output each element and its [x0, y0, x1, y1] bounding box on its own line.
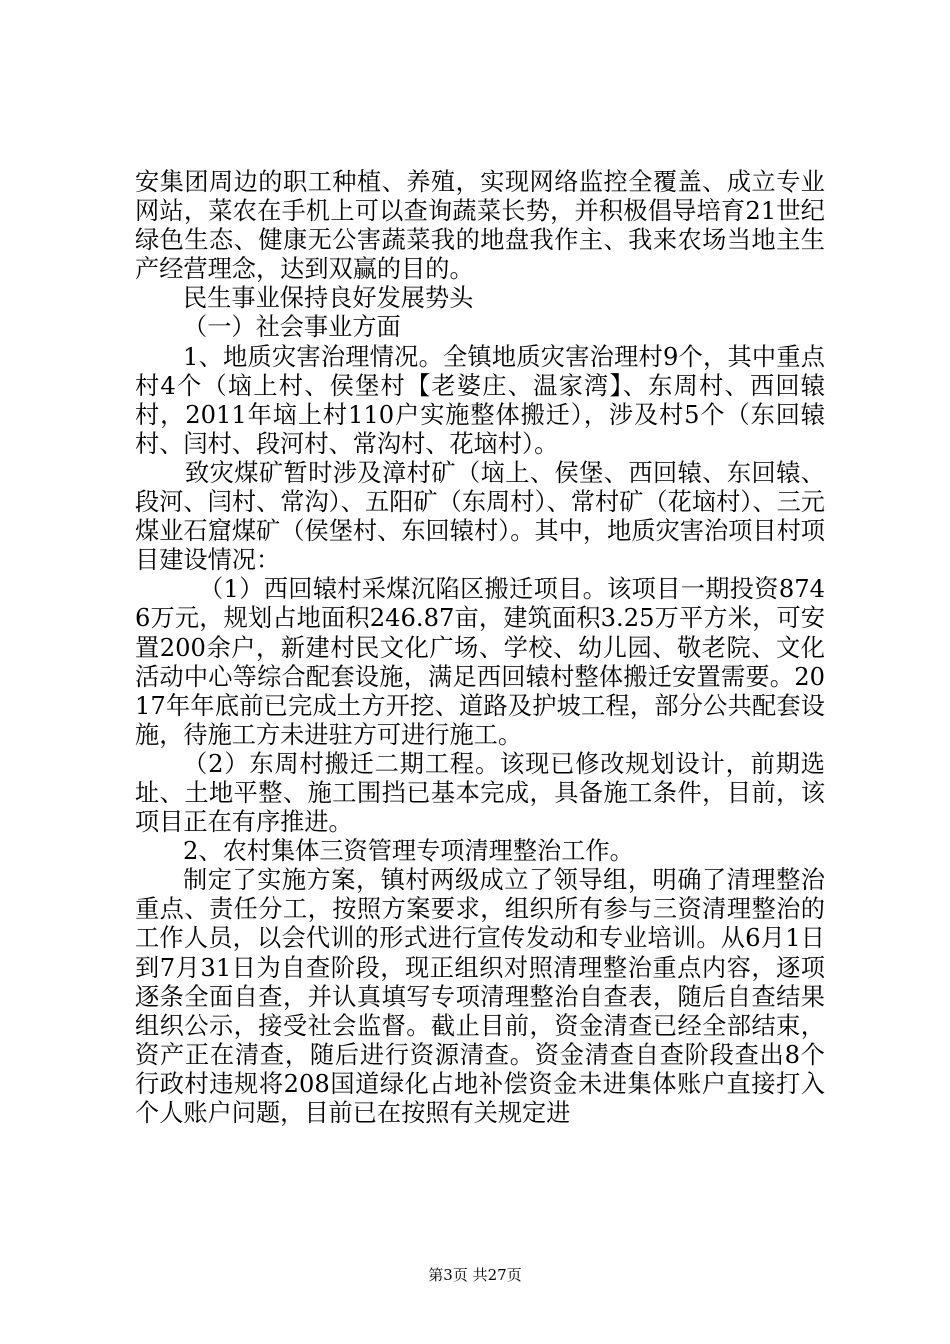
paragraph: 制定了实施方案，镇村两级成立了领导组，明确了清理整治重点、责任分工，按照方案要求，组织所有参与三资清理整治的工作人员，以会代训的形式进行宣传发动和专业培训。从6月1日到7月31日为自查阶段，现正组织对照清理整治重点内容，逐项逐条全面自查，并认真填写专项清理整治自查表，随后自查结果组织公示，接受社会监督。截止目前，资金清查已经全部结束，资产正在清查，随后进行资源清查。资金清查自查阶段查出8个行政村违规将208国道绿化占地补偿资金未进集体账户直接打入个人账户问题，目前已在按照有关规定进	[135, 866, 825, 1127]
section-heading: 民生事业保持良好发展势头	[183, 284, 474, 313]
paragraph: （2）东周村搬迁二期工程。该现已修改规划设计，前期选址、土地平整、施工围挡已基本完成，具备施工条件，目前，该项目正在有序推进。	[135, 749, 825, 837]
paragraph: 2、农村集体三资管理专项清理整治工作。	[183, 837, 634, 866]
page-number-footer: 第3页 共27页	[428, 1266, 522, 1284]
paragraph: （1）西回辕村采煤沉陷区搬迁项目。该项目一期投资8746万元，规划占地面积246.87亩，建筑面积3.25万平方米，可安置200余户，新建村民文化广场、学校、幼儿园、敬老院、文化活动中心等综合配套设施，满足西回辕村整体搬迁安置需要。2017年年底前已完成土方开挖、道路及护坡工程，部分公共配套设施，待施工方未进驻方可进行施工。	[135, 575, 825, 749]
paragraph: 安集团周边的职工种植、养殖，实现网络监控全覆盖、成立专业网站，菜农在手机上可以查询蔬菜长势，并积极倡导培育21世纪绿色生态、健康无公害蔬菜我的地盘我作主、我来农场当地主生产经营理念，达到双赢的目的。	[135, 168, 825, 284]
paragraph: 1、地质灾害治理情况。全镇地质灾害治理村9个，其中重点村4个（垴上村、侯堡村【老婆庄、温家湾】、东周村、西回辕村，2011年垴上村110户实施整体搬迁），涉及村5个（东回辕村、闫村、段河村、常沟村、花垴村）。	[135, 342, 825, 458]
subsection-heading: （一）社会事业方面	[183, 313, 401, 342]
document-body	[135, 168, 825, 1128]
paragraph: 致灾煤矿暂时涉及漳村矿（垴上、侯堡、西回辕、东回辕、段河、闫村、常沟）、五阳矿（东周村）、常村矿（花垴村）、三元煤业石窟煤矿（侯堡村、东回辕村）。其中，地质灾害治项目村项目建设情况：	[135, 458, 825, 575]
